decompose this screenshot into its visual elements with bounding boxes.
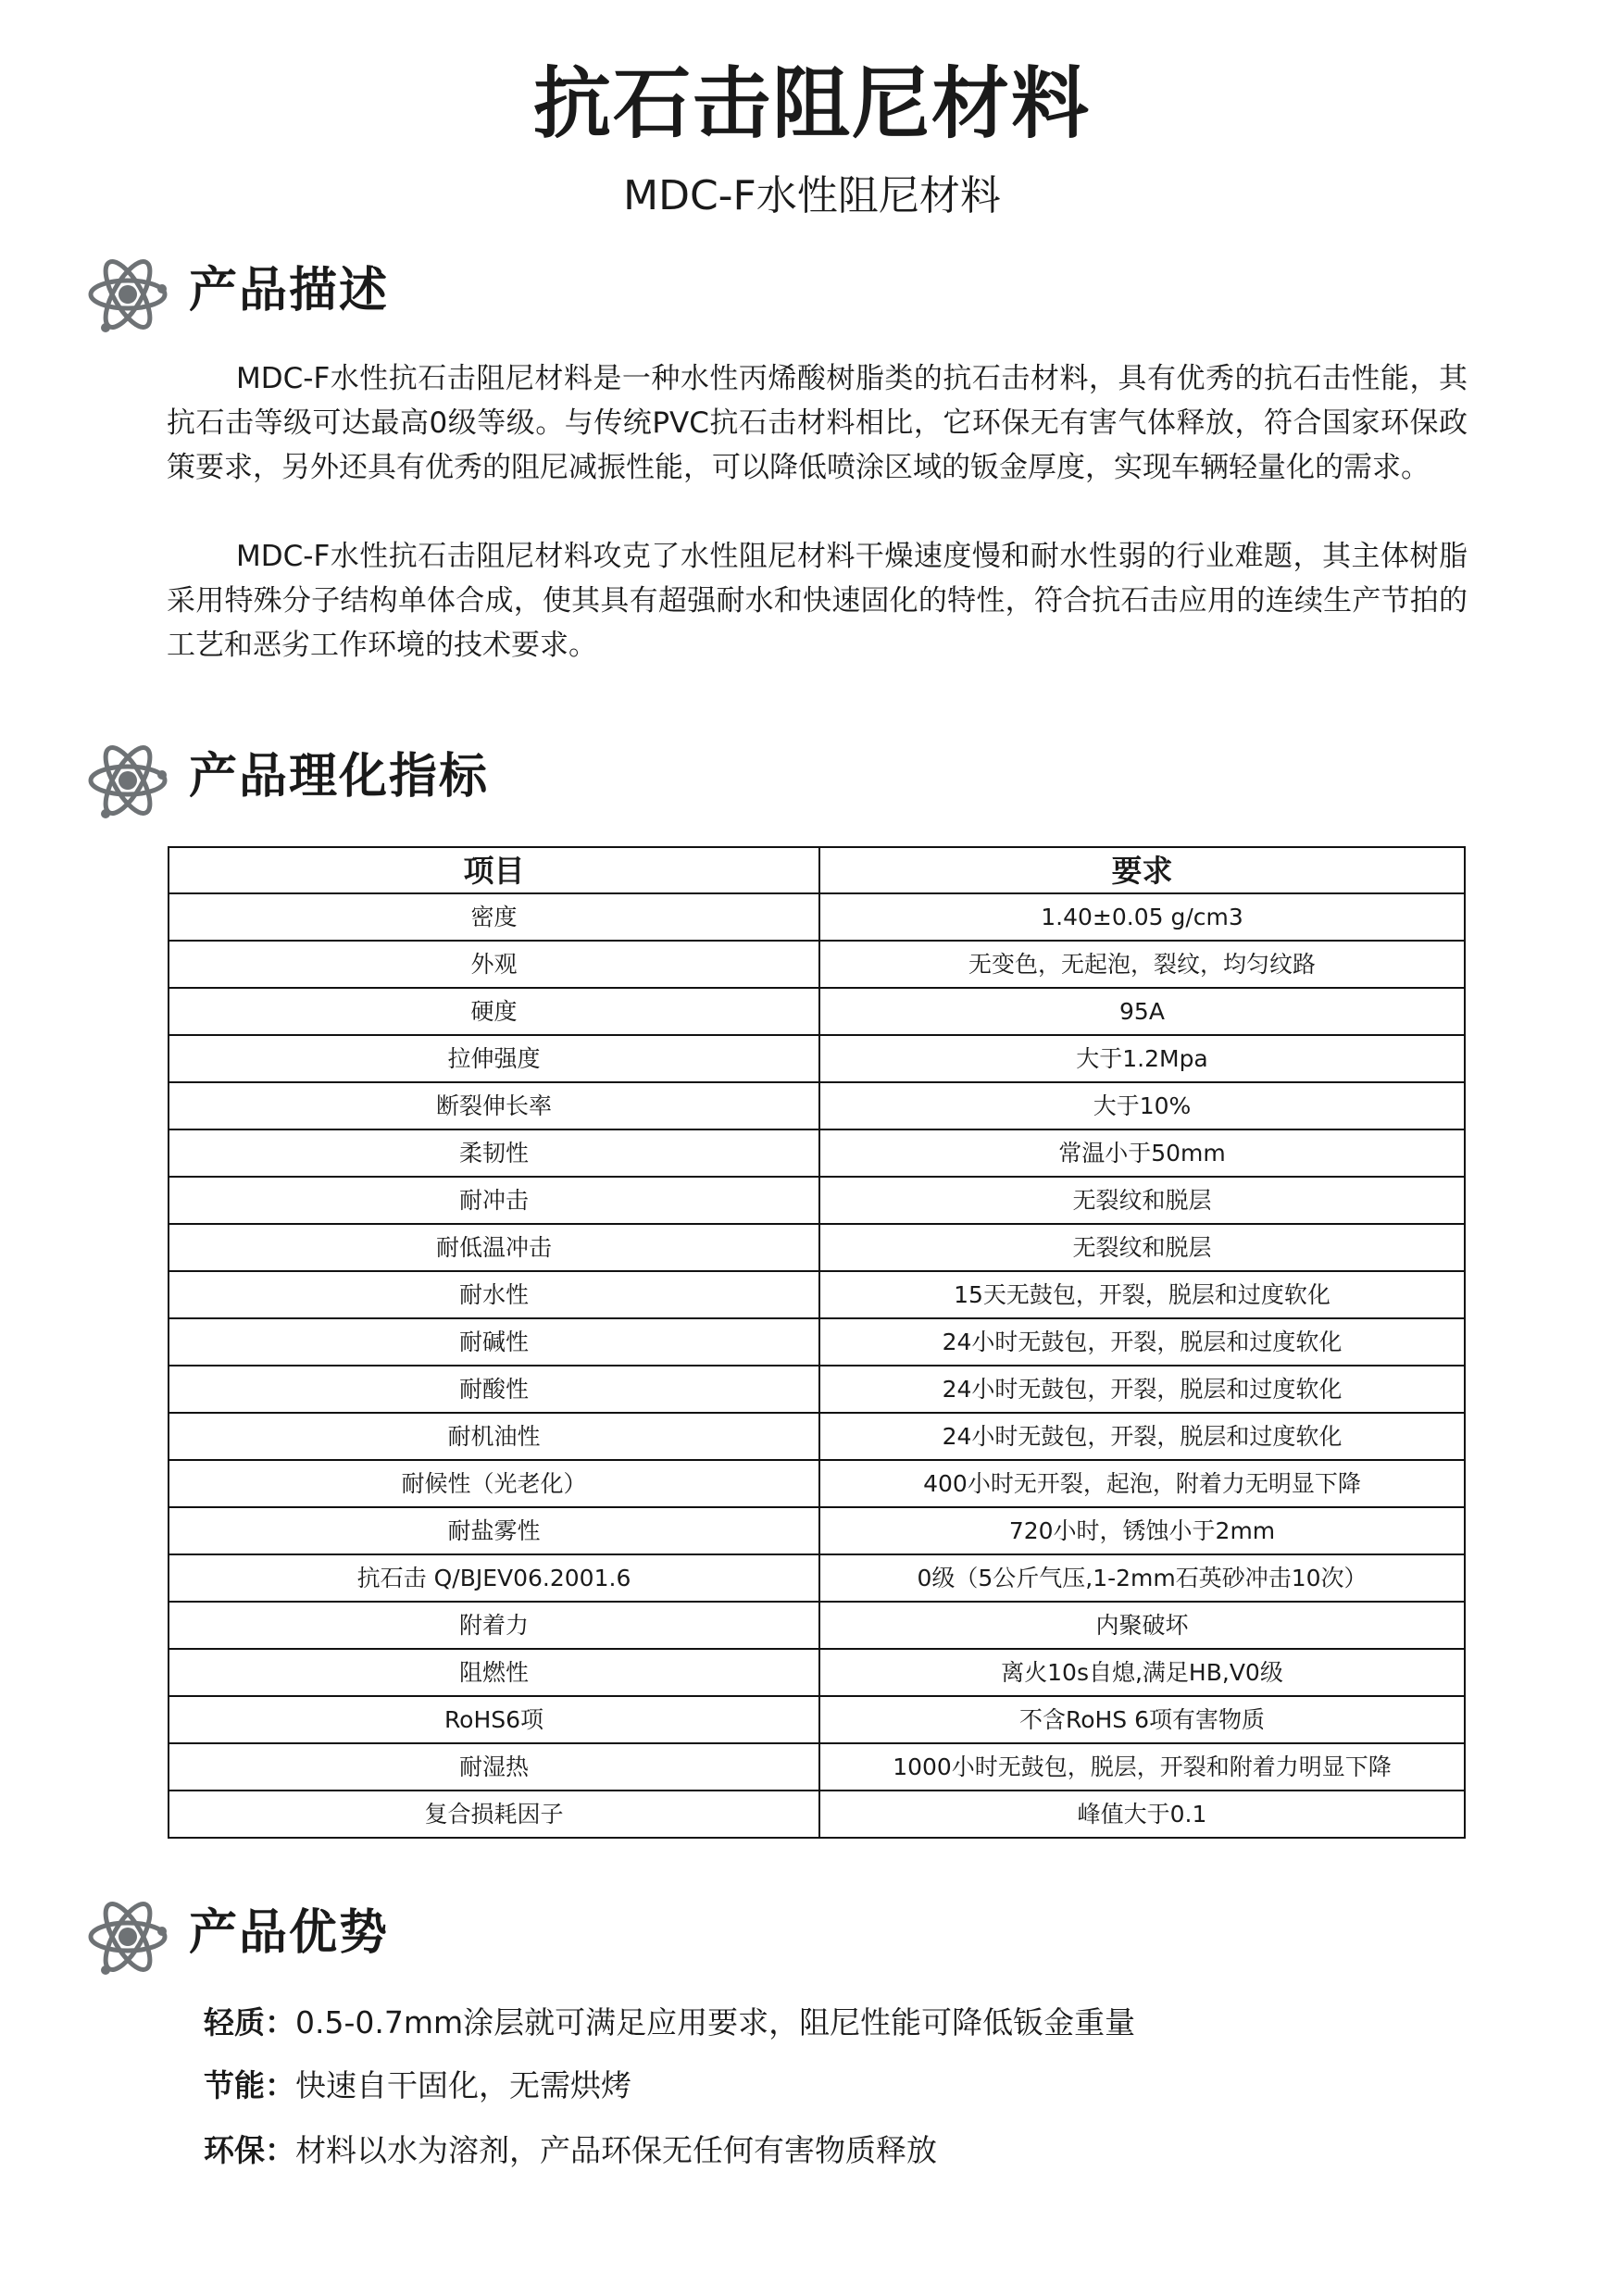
advantage-item-eco xyxy=(204,2132,937,2168)
section-header-description xyxy=(85,248,733,341)
advantage-text: 0.5-0.7mm涂层就可满足应用要求，阻尼性能可降低钣金重量 xyxy=(295,2004,1136,2040)
spec-requirement-cell: 无裂纹和脱层 xyxy=(819,1224,1465,1271)
advantage-text: 快速自干固化，无需烘烤 xyxy=(295,2067,631,2103)
spec-item-cell: 柔韧性 xyxy=(169,1129,819,1177)
spec-item-cell: 耐冲击 xyxy=(169,1177,819,1224)
advantage-key: 环保： xyxy=(204,2132,295,2168)
spec-requirement-cell: 15天无鼓包，开裂，脱层和过度软化 xyxy=(819,1271,1465,1318)
spec-item-cell: 耐盐雾性 xyxy=(169,1507,819,1554)
table-row xyxy=(169,1743,1465,1791)
table-row xyxy=(169,1791,1465,1838)
spec-requirement-cell: 无裂纹和脱层 xyxy=(819,1177,1465,1224)
table-row xyxy=(169,1366,1465,1413)
spec-table xyxy=(168,846,1466,1839)
spec-item-cell: 硬度 xyxy=(169,988,819,1035)
spec-requirement-cell: 峰值大于0.1 xyxy=(819,1791,1465,1838)
spec-item-cell: 耐水性 xyxy=(169,1271,819,1318)
table-row xyxy=(169,1271,1465,1318)
spec-item-cell: 复合损耗因子 xyxy=(169,1791,819,1838)
spec-item-cell: 耐碱性 xyxy=(169,1318,819,1366)
table-header-row xyxy=(169,847,1465,893)
table-row xyxy=(169,1224,1465,1271)
table-row xyxy=(169,1602,1465,1649)
section-header-specs xyxy=(85,734,733,827)
spec-requirement-cell: 无变色，无起泡，裂纹，均匀纹路 xyxy=(819,941,1465,988)
section-heading: 产品优势 xyxy=(189,1905,390,1961)
spec-item-cell: 阻燃性 xyxy=(169,1649,819,1696)
advantage-text: 材料以水为溶剂，产品环保无任何有害物质释放 xyxy=(295,2132,937,2168)
spec-requirement-cell: 95A xyxy=(819,988,1465,1035)
column-header-item: 项目 xyxy=(169,847,819,893)
description-paragraph-2: MDC-F水性抗石击阻尼材料攻克了水性阻尼材料干燥速度慢和耐水性弱的行业难题，其主体树脂采用特殊分子结构单体合成，使其具有超强耐水和快速固化的特性，符合抗石击应用的连续生产节拍的工艺和恶劣工作环境的技术要求。 xyxy=(167,540,1468,662)
spec-requirement-cell: 24小时无鼓包，开裂，脱层和过度软化 xyxy=(819,1413,1465,1460)
spec-requirement-cell: 大于10% xyxy=(819,1082,1465,1129)
section-heading: 产品描述 xyxy=(189,263,390,318)
table-row xyxy=(169,1649,1465,1696)
atom-icon xyxy=(85,1890,170,1983)
table-row xyxy=(169,1460,1465,1507)
advantage-key: 节能： xyxy=(204,2067,295,2103)
advantage-item-energy xyxy=(204,2067,631,2103)
spec-requirement-cell: 不含RoHS 6项有害物质 xyxy=(819,1696,1465,1743)
spec-item-cell: RoHS6项 xyxy=(169,1696,819,1743)
advantage-key: 轻质： xyxy=(204,2004,295,2040)
table-row xyxy=(169,1696,1465,1743)
page-subtitle: MDC-F水性阻尼材料 xyxy=(623,172,1001,219)
spec-item-cell: 耐候性（光老化） xyxy=(169,1460,819,1507)
spec-requirement-cell: 1.40±0.05 g/cm3 xyxy=(819,893,1465,941)
atom-icon xyxy=(85,734,170,827)
spec-requirement-cell: 1000小时无鼓包，脱层，开裂和附着力明显下降 xyxy=(819,1743,1465,1791)
spec-requirement-cell: 大于1.2Mpa xyxy=(819,1035,1465,1082)
spec-requirement-cell: 720小时，锈蚀小于2mm xyxy=(819,1507,1465,1554)
table-row xyxy=(169,893,1465,941)
table-row xyxy=(169,1129,1465,1177)
table-row xyxy=(169,1318,1465,1366)
spec-requirement-cell: 24小时无鼓包，开裂，脱层和过度软化 xyxy=(819,1366,1465,1413)
section-heading: 产品理化指标 xyxy=(189,749,490,805)
section-header-advantages xyxy=(85,1890,733,1983)
spec-requirement-cell: 400小时无开裂，起泡，附着力无明显下降 xyxy=(819,1460,1465,1507)
page-title: 抗石击阻尼材料 xyxy=(532,58,1091,149)
table-row xyxy=(169,1507,1465,1554)
table-row xyxy=(169,941,1465,988)
spec-item-cell: 耐低温冲击 xyxy=(169,1224,819,1271)
spec-requirement-cell: 0级（5公斤气压,1-2mm石英砂冲击10次） xyxy=(819,1554,1465,1602)
spec-item-cell: 附着力 xyxy=(169,1602,819,1649)
spec-requirement-cell: 24小时无鼓包，开裂，脱层和过度软化 xyxy=(819,1318,1465,1366)
spec-requirement-cell: 常温小于50mm xyxy=(819,1129,1465,1177)
table-row xyxy=(169,1554,1465,1602)
atom-icon xyxy=(85,248,170,341)
advantage-item-light xyxy=(204,2004,1136,2040)
spec-item-cell: 抗石击 Q/BJEV06.2001.6 xyxy=(169,1554,819,1602)
spec-requirement-cell: 离火10s自熄,满足HB,V0级 xyxy=(819,1649,1465,1696)
spec-item-cell: 外观 xyxy=(169,941,819,988)
table-row xyxy=(169,1082,1465,1129)
table-row xyxy=(169,1035,1465,1082)
table-row xyxy=(169,1413,1465,1460)
description-paragraph-1: MDC-F水性抗石击阻尼材料是一种水性丙烯酸树脂类的抗石击材料，具有优秀的抗石击性能，其抗石击等级可达最高0级等级。与传统PVC抗石击材料相比，它环保无有害气体释放，符合国家环保政策要求，另外还具有优秀的阻尼减振性能，可以降低喷涂区域的钣金厚度，实现车辆轻量化的需求。 xyxy=(167,362,1468,484)
spec-item-cell: 拉伸强度 xyxy=(169,1035,819,1082)
table-row xyxy=(169,1177,1465,1224)
spec-item-cell: 密度 xyxy=(169,893,819,941)
table-row xyxy=(169,988,1465,1035)
spec-item-cell: 断裂伸长率 xyxy=(169,1082,819,1129)
spec-item-cell: 耐酸性 xyxy=(169,1366,819,1413)
spec-item-cell: 耐机油性 xyxy=(169,1413,819,1460)
spec-table-body xyxy=(169,893,1465,1838)
spec-requirement-cell: 内聚破坏 xyxy=(819,1602,1465,1649)
spec-item-cell: 耐湿热 xyxy=(169,1743,819,1791)
column-header-requirement: 要求 xyxy=(819,847,1465,893)
